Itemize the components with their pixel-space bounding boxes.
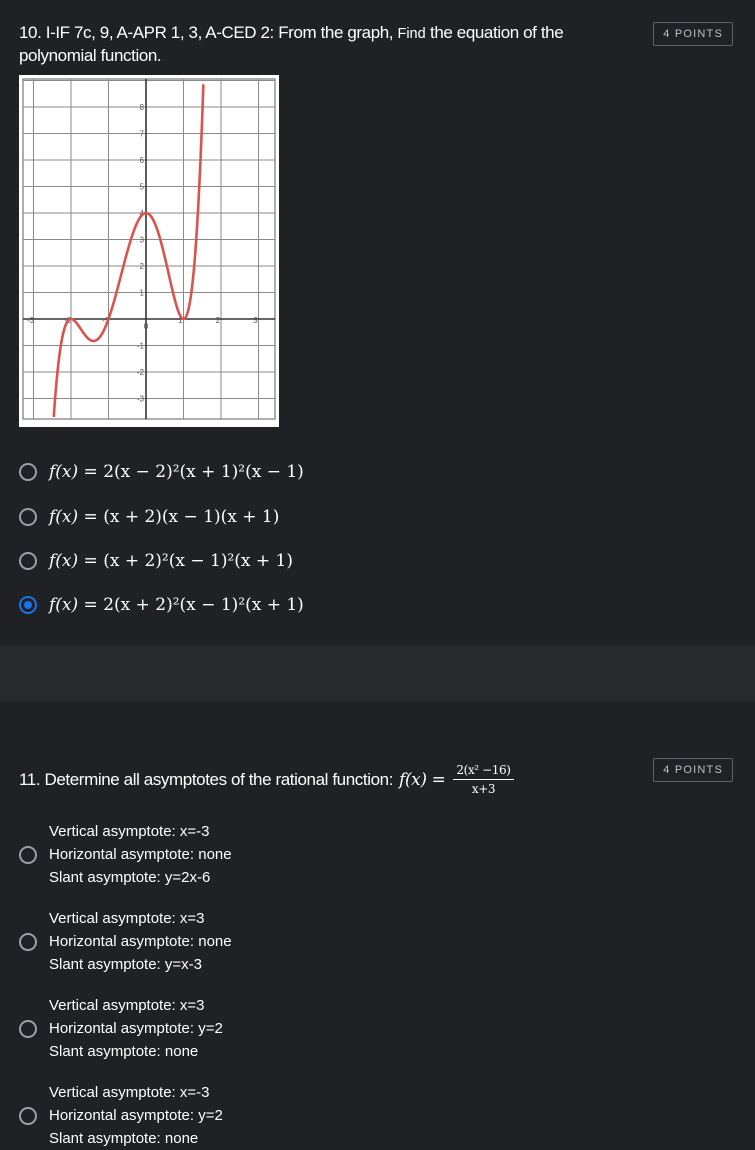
- radio-button[interactable]: [19, 933, 37, 951]
- radio-button[interactable]: [19, 846, 37, 864]
- y-tick-label: 7: [139, 129, 144, 139]
- y-tick-label: 5: [139, 182, 144, 192]
- question-title-part: the equation of the polynomial function.: [19, 23, 564, 65]
- numerator: 2(x² −16): [453, 763, 513, 780]
- radio-button-selected[interactable]: [19, 596, 37, 614]
- horizontal-asymptote: Horizontal asymptote: none: [49, 846, 232, 863]
- question-title-find: Find: [397, 26, 426, 42]
- slant-asymptote: Slant asymptote: y=2x-6: [49, 869, 211, 886]
- option-text: [49, 907, 232, 976]
- polynomial-curve: [54, 84, 204, 417]
- answer-option-1[interactable]: [19, 820, 232, 889]
- answer-option-3[interactable]: [19, 551, 293, 571]
- radio-button[interactable]: [19, 1020, 37, 1038]
- vertical-asymptote: Vertical asymptote: x=-3: [49, 823, 210, 840]
- function-lhs: f(x) =: [399, 769, 446, 790]
- graph-frame: [23, 79, 275, 419]
- fraction: [453, 763, 513, 796]
- y-tick-label: 8: [139, 103, 144, 112]
- answer-option-2[interactable]: [19, 507, 279, 527]
- rational-function: [399, 763, 514, 796]
- x-tick-label: 3: [253, 316, 258, 325]
- x-tick-label: -3: [26, 316, 35, 325]
- answer-option-3[interactable]: [19, 994, 223, 1063]
- horizontal-asymptote: Horizontal asymptote: none: [49, 933, 232, 950]
- option-equation: f(x) = (x + 2)(x − 1)(x + 1): [49, 507, 280, 527]
- option-equation: f(x) = 2(x − 2)²(x + 1)²(x − 1): [49, 462, 304, 482]
- vertical-asymptote: Vertical asymptote: x=3: [49, 910, 205, 927]
- answer-option-2[interactable]: [19, 907, 232, 976]
- y-tick-label: -1: [136, 341, 144, 351]
- polynomial-graph: [19, 75, 279, 427]
- radio-button[interactable]: [19, 508, 37, 526]
- radio-button[interactable]: [19, 1107, 37, 1125]
- x-tick-label: 1: [178, 316, 183, 325]
- y-tick-label: 2: [139, 262, 144, 271]
- slant-asymptote: Slant asymptote: none: [49, 1043, 199, 1060]
- horizontal-asymptote: Horizontal asymptote: y=2: [49, 1107, 223, 1124]
- question-11-card: [0, 702, 755, 1147]
- graph-svg: [19, 75, 279, 427]
- option-equation: f(x) = (x + 2)²(x − 1)²(x + 1): [49, 551, 293, 571]
- option-equation: f(x) = 2(x + 2)²(x − 1)²(x + 1): [49, 595, 304, 615]
- section-divider: [0, 645, 755, 702]
- y-tick-label: 3: [139, 235, 144, 245]
- radio-button[interactable]: [19, 552, 37, 570]
- slant-asymptote: Slant asymptote: y=x-3: [49, 956, 202, 973]
- horizontal-asymptote: Horizontal asymptote: y=2: [49, 1020, 223, 1037]
- y-tick-label: -2: [136, 368, 144, 377]
- option-text: [49, 1081, 223, 1150]
- answer-option-1[interactable]: [19, 462, 304, 482]
- slant-asymptote: Slant asymptote: none: [49, 1130, 199, 1147]
- x-tick-label: 0: [143, 322, 149, 331]
- answer-option-4[interactable]: [19, 595, 304, 615]
- y-tick-label: -3: [136, 394, 144, 404]
- vertical-asymptote: Vertical asymptote: x=-3: [49, 1084, 210, 1101]
- x-tick-label: 2: [215, 316, 221, 325]
- question-title-part: 10. I-IF 7c, 9, A-APR 1, 3, A-CED 2: From the graph,: [19, 23, 394, 42]
- y-tick-label: 4: [139, 209, 144, 218]
- radio-button[interactable]: [19, 463, 37, 481]
- points-badge: 4 POINTS: [653, 22, 733, 46]
- points-badge: 4 POINTS: [653, 758, 733, 782]
- question-11-title: [19, 763, 659, 796]
- question-10-title: [19, 22, 629, 67]
- x-tick-label: -1: [101, 316, 110, 325]
- y-tick-label: 1: [139, 288, 144, 298]
- question-title-text: 11. Determine all asymptotes of the rational function:: [19, 769, 394, 789]
- option-text: [49, 820, 232, 889]
- x-tick-label: -2: [64, 316, 72, 325]
- option-text: [49, 994, 223, 1063]
- vertical-asymptote: Vertical asymptote: x=3: [49, 997, 205, 1014]
- answer-option-4[interactable]: [19, 1081, 223, 1150]
- y-tick-label: 6: [139, 156, 144, 165]
- denominator: x+3: [471, 782, 496, 796]
